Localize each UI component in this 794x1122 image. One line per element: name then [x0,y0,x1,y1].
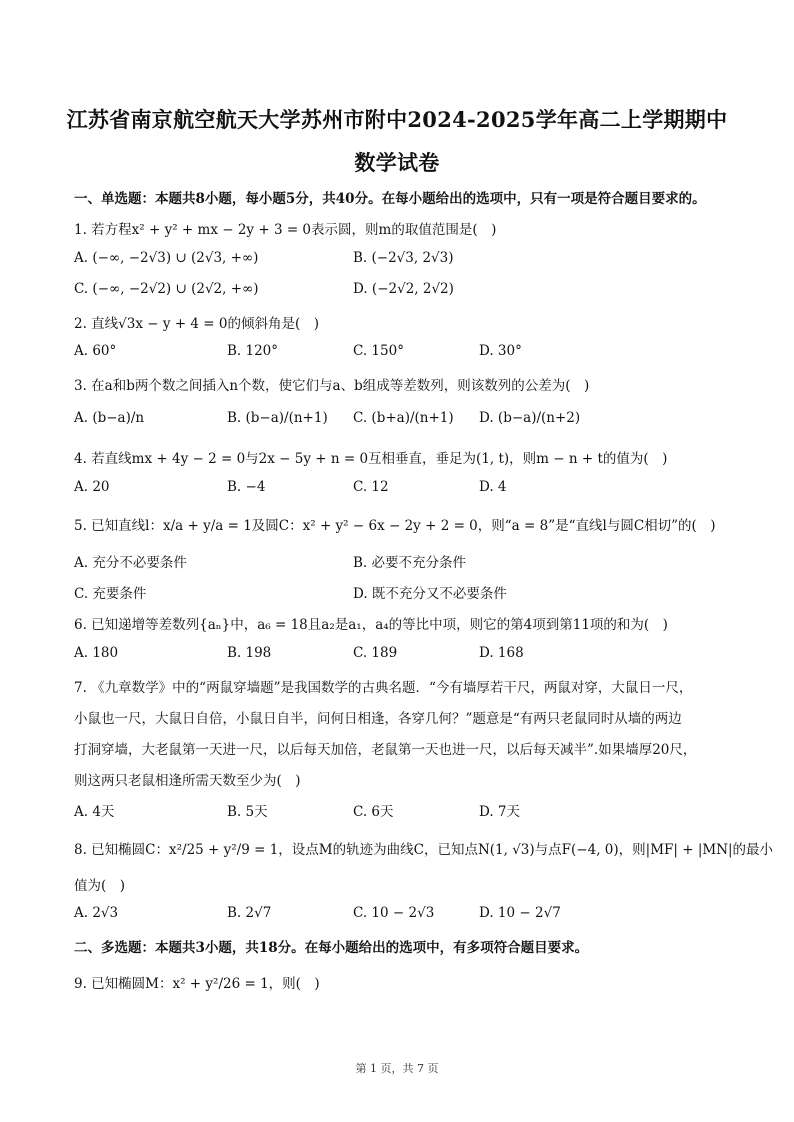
question-8-option-d: D. 10 − 2√7 [479,905,561,921]
question-3-option-c: C. (b+a)/(n+1) [353,410,454,426]
question-5-option-c: C. 充要条件 [74,586,147,602]
question-7-option-d: D. 7天 [479,804,521,820]
question-3-option-b: B. (b−a)/(n+1) [227,410,328,426]
section-multiple-choice-heading: 二、多选题：本题共3小题，共18分。在每小题给出的选项中，有多项符合题目要求。 [74,940,589,956]
question-2-stem: 2. 直线√3x − y + 4 = 0的倾斜角是( ) [74,316,319,332]
question-3-stem: 3. 在a和b两个数之间插入n个数，使它们与a、b组成等差数列，则该数列的公差为( ) [74,378,590,394]
question-7-line-4: 则这两只老鼠相逢所需天数至少为( ) [74,773,301,789]
question-8-option-c: C. 10 − 2√3 [353,905,435,921]
question-6-option-c: C. 189 [353,645,398,661]
question-2-option-d: D. 30° [479,343,522,359]
question-1-option-c: C. (−∞, −2√2) ∪ (2√2, +∞) [74,281,259,297]
question-3-option-a: A. (b−a)/n [74,410,145,426]
question-4-stem: 4. 若直线mx + 4y − 2 = 0与2x − 5y + n = 0互相垂直，垂足为(1, t)，则m − n + t的值为( ) [74,451,668,467]
question-7-line-3: 打洞穿墙，大老鼠第一天进一尺，以后每天加倍，老鼠第一天也进一尺，以后每天减半”.如果墙厚20尺， [74,742,697,758]
question-5-stem: 5. 已知直线l：x/a + y/a = 1及圆C：x² + y² − 6x − 2y + 2 = 0，则“a = 8”是“直线l与圆C相切”的( ) [74,518,716,534]
question-4-option-a: A. 20 [74,479,110,495]
question-4-option-c: C. 12 [353,479,389,495]
question-6-option-a: A. 180 [74,645,119,661]
question-7-option-c: C. 6天 [353,804,394,820]
question-6-option-b: B. 198 [227,645,272,661]
question-6-option-d: D. 168 [479,645,524,661]
section-single-choice-heading: 一、单选题：本题共8小题，每小题5分，共40分。在每小题给出的选项中，只有一项是符合题目要求的。 [74,191,706,207]
question-6-stem: 6. 已知递增等差数列{aₙ}中，a₆ = 18且a₂是a₁，a₄的等比中项，则它的第4项到第11项的和为( ) [74,617,668,633]
question-8-line-1: 8. 已知椭圆C：x²/25 + y²/9 = 1，设点M的轨迹为曲线C，已知点N(1, √3)与点F(−4, 0)，则|MF| + |MN|的最小 [74,842,774,858]
question-8-option-a: A. 2√3 [74,905,119,921]
question-5-option-b: B. 必要不充分条件 [353,555,467,571]
question-8-line-2: 值为( ) [74,878,126,894]
question-5-option-a: A. 充分不必要条件 [74,555,187,571]
exam-title-line2: 数学试卷 [354,150,440,175]
question-4-option-b: B. −4 [227,479,266,495]
question-1-stem: 1. 若方程x² + y² + mx − 2y + 3 = 0表示圆，则m的取值范围是( ) [74,222,497,238]
question-2-option-a: A. 60° [74,343,117,359]
question-5-option-d: D. 既不充分又不必要条件 [353,586,507,602]
question-1-option-a: A. (−∞, −2√3) ∪ (2√3, +∞) [74,250,259,266]
exam-title-line1: 江苏省南京航空航天大学苏州市附中2024-2025学年高二上学期期中 [66,107,728,132]
question-3-option-d: D. (b−a)/(n+2) [479,410,581,426]
question-7-line-2: 小鼠也一尺，大鼠日自倍，小鼠日自半，问何日相逢，各穿几何？”题意是“有两只老鼠同时从墙的两边 [74,711,682,727]
question-7-line-1: 7. 《九章数学》中的“两鼠穿墙题”是我国数学的古典名题．“今有墙厚若干尺，两鼠对穿，大鼠日一尺， [74,680,693,696]
question-8-option-b: B. 2√7 [227,905,272,921]
question-7-option-b: B. 5天 [227,804,268,820]
question-1-option-b: B. (−2√3, 2√3) [353,250,454,266]
question-4-option-d: D. 4 [479,479,507,495]
page-footer: 第 1 页，共 7 页 [355,1062,439,1075]
question-2-option-b: B. 120° [227,343,279,359]
question-7-option-a: A. 4天 [74,804,115,820]
question-9-stem: 9. 已知椭圆M：x² + y²/26 = 1，则( ) [74,976,320,992]
question-1-option-d: D. (−2√2, 2√2) [353,281,454,297]
question-2-option-c: C. 150° [353,343,404,359]
